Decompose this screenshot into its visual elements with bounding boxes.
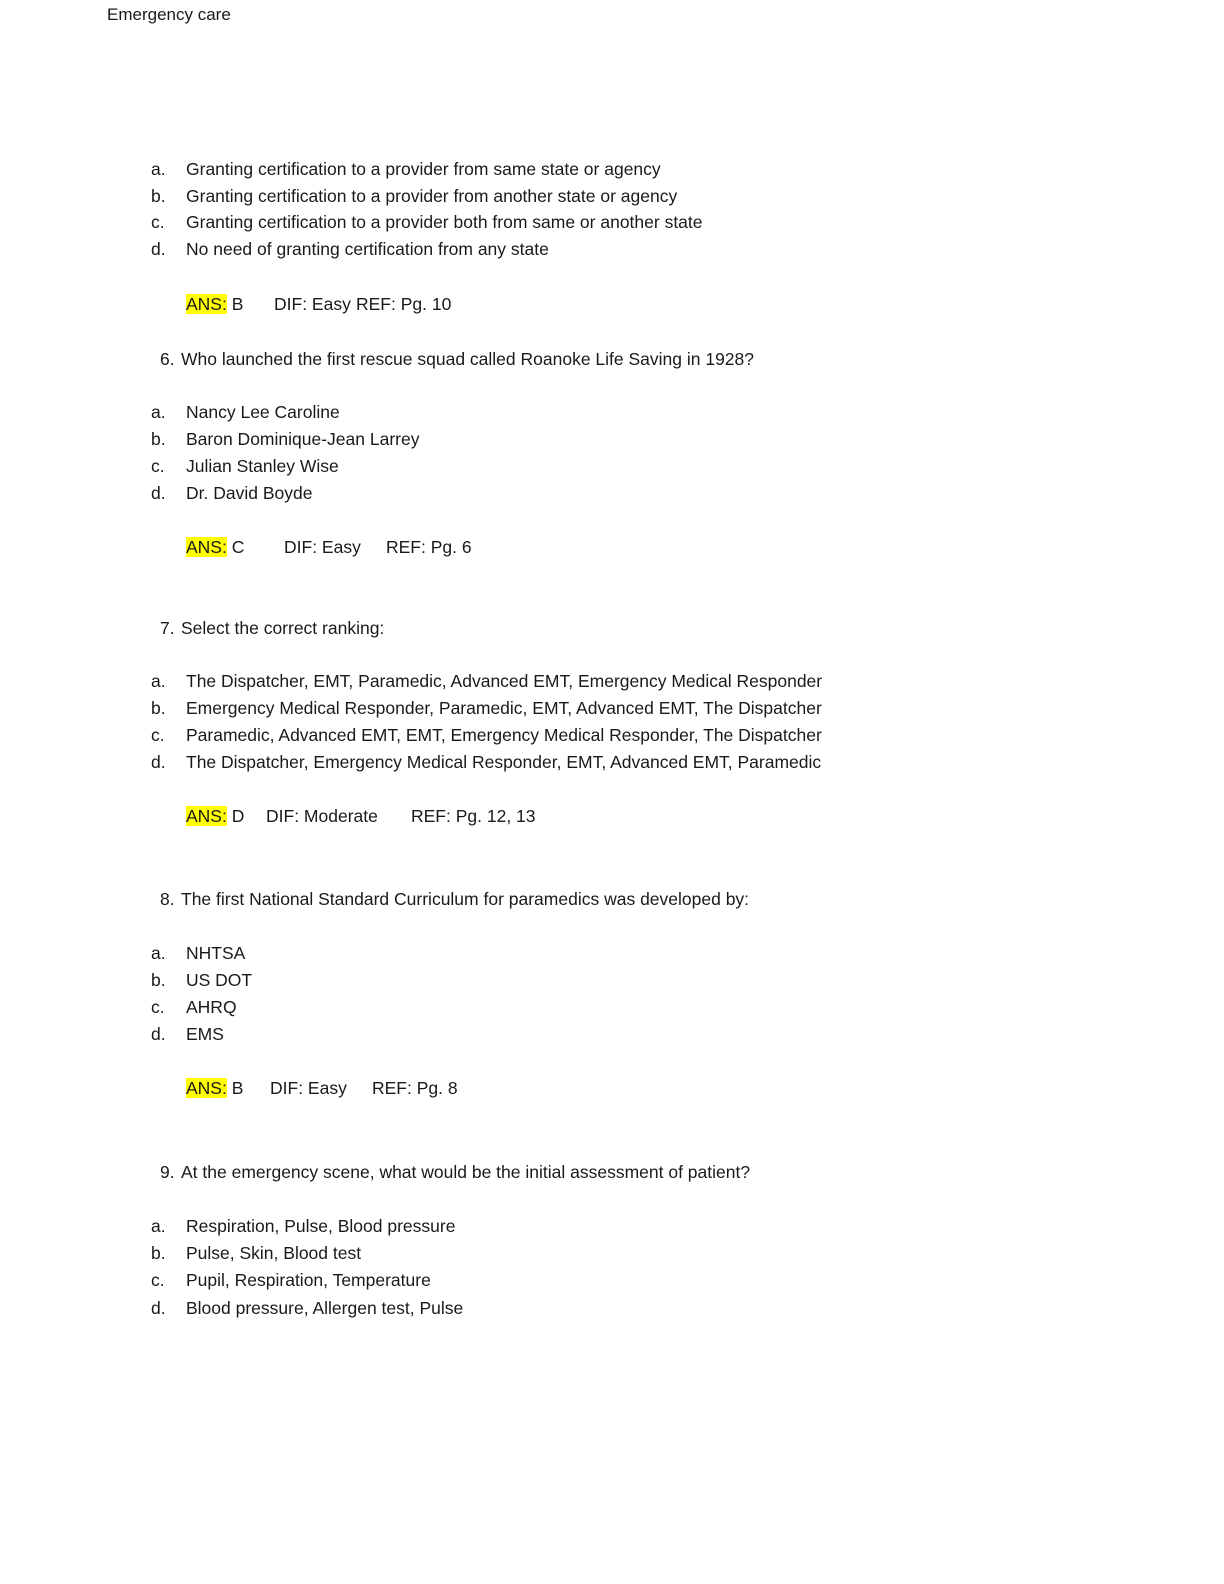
option-text: AHRQ [186,997,237,1017]
option-text: Blood pressure, Allergen test, Pulse [186,1298,464,1318]
option-letter: c. [151,1270,165,1290]
option-text: US DOT [186,970,253,990]
reference: REF: Pg. 8 [372,1078,458,1098]
option-letter: a. [151,943,166,963]
option-text: Baron Dominique-Jean Larrey [186,429,420,449]
reference: REF: Pg. 6 [386,537,472,557]
answer-value: B [231,294,244,314]
difficulty: DIF: Moderate [266,806,378,826]
option-text: Granting certification to a provider from another state or agency [186,186,678,206]
difficulty: DIF: Easy [274,294,351,314]
option-text: Respiration, Pulse, Blood pressure [186,1216,456,1236]
option-letter: a. [151,159,166,179]
answer-value: C [231,537,245,557]
option-letter: b. [151,429,166,449]
option-letter: b. [151,970,166,990]
question-number: 8. [160,889,175,909]
answer-line [186,536,472,558]
option-letter: b. [151,1243,166,1263]
difficulty: DIF: Easy [284,537,361,557]
option-text: The Dispatcher, EMT, Paramedic, Advanced EMT, Emergency Medical Responder [186,671,823,691]
answer-value: B [231,1078,244,1098]
answer-label: ANS: [186,537,227,557]
option-letter: d. [151,1024,166,1044]
answer-line [186,805,536,827]
option-text: Nancy Lee Caroline [186,402,340,422]
option-letter: d. [151,239,166,259]
answer-label: ANS: [186,294,227,314]
option-text: EMS [186,1024,224,1044]
reference: REF: Pg. 10 [356,294,452,314]
question-text: Select the correct ranking: [181,618,385,638]
answer-line [186,293,452,315]
question-number: 7. [160,618,175,638]
option-text: Pupil, Respiration, Temperature [186,1270,431,1290]
option-text: Julian Stanley Wise [186,456,339,476]
question-text: Who launched the first rescue squad called Roanoke Life Saving in 1928? [181,349,755,369]
option-letter: a. [151,402,166,422]
answer-label: ANS: [186,1078,227,1098]
option-text: Pulse, Skin, Blood test [186,1243,362,1263]
difficulty: DIF: Easy [270,1078,347,1098]
question-number: 9. [160,1162,175,1182]
option-letter: d. [151,1298,166,1318]
page-header: Emergency care [107,5,231,24]
answer-value: D [231,806,245,826]
option-text: Granting certification to a provider from same state or agency [186,159,661,179]
question-text: The first National Standard Curriculum for paramedics was developed by: [181,889,750,909]
option-text: Granting certification to a provider both from same or another state [186,212,703,232]
option-text: Emergency Medical Responder, Paramedic, EMT, Advanced EMT, The Dispatcher [186,698,822,718]
option-letter: b. [151,186,166,206]
option-text: Dr. David Boyde [186,483,313,503]
option-letter: a. [151,671,166,691]
option-letter: c. [151,456,165,476]
reference: REF: Pg. 12, 13 [411,806,536,826]
option-text: NHTSA [186,943,246,963]
option-letter: c. [151,212,165,232]
option-letter: d. [151,483,166,503]
question-text: At the emergency scene, what would be the initial assessment of patient? [181,1162,751,1182]
answer-label: ANS: [186,806,227,826]
option-text: No need of granting certification from any state [186,239,549,259]
answer-line [186,1077,458,1099]
option-letter: d. [151,752,166,772]
option-text: Paramedic, Advanced EMT, EMT, Emergency Medical Responder, The Dispatcher [186,725,822,745]
option-letter: c. [151,997,165,1017]
option-letter: b. [151,698,166,718]
option-letter: c. [151,725,165,745]
option-letter: a. [151,1216,166,1236]
question-number: 6. [160,349,175,369]
option-text: The Dispatcher, Emergency Medical Responder, EMT, Advanced EMT, Paramedic [186,752,822,772]
